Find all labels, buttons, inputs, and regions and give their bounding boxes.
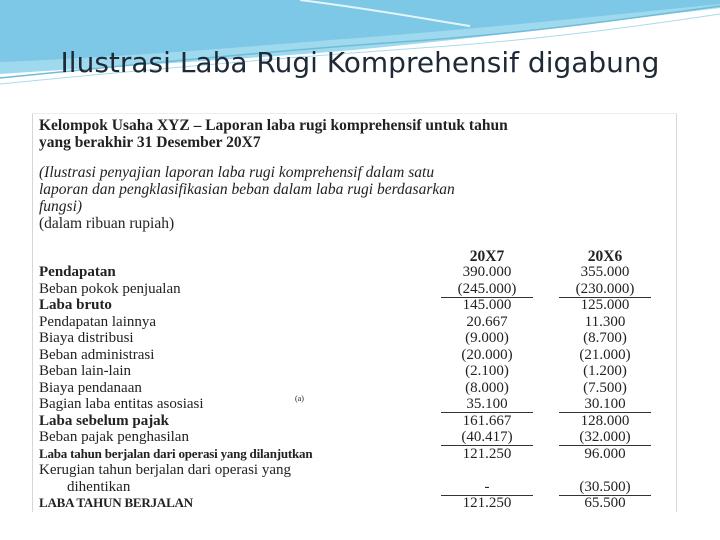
statement-row <box>33 380 676 397</box>
row-label: Laba sebelum pajak <box>39 412 170 429</box>
statement-description-line-2: laporan dan pengklasifikasian beban dalam laba rugi berdasarkan <box>39 181 455 198</box>
column-header-20x7: 20X7 <box>469 248 505 265</box>
row-label: Beban administrasi <box>39 346 155 363</box>
value-20x7: (20.000) <box>461 346 513 363</box>
value-20x6: (21.000) <box>579 346 631 363</box>
statement-row <box>33 347 676 364</box>
value-20x6: 96.000 <box>584 445 626 462</box>
subtotal-rule <box>441 495 533 496</box>
row-label: Beban lain-lain <box>39 363 132 379</box>
value-20x7: 390.000 <box>462 264 512 280</box>
value-20x7: 145.000 <box>462 297 512 313</box>
statement-row <box>33 446 676 463</box>
value-20x6: (30.500) <box>579 478 631 495</box>
subtotal-rule <box>441 297 533 298</box>
row-label: Pendapatan <box>39 264 116 280</box>
statement-row <box>33 314 676 331</box>
statement-heading-line-2: yang berakhir 31 Desember 20X7 <box>39 134 261 151</box>
row-label: dihentikan <box>67 478 131 495</box>
statement-description-line-1: (Ilustrasi penyajian laporan laba rugi komprehensif dalam satu <box>39 164 435 181</box>
column-header-20x6: 20X6 <box>587 248 623 265</box>
value-20x7: 161.667 <box>462 412 512 429</box>
statement-row <box>33 297 676 314</box>
row-label: LABA TAHUN BERJALAN <box>39 495 193 510</box>
statement-row <box>33 363 676 380</box>
value-20x7: (245.000) <box>457 280 517 297</box>
statement-description-line-3: fungsi) <box>39 198 83 215</box>
row-label: Pendapatan lainnya <box>39 313 157 330</box>
value-20x7: (2.100) <box>465 363 509 379</box>
income-statement-document <box>32 113 677 512</box>
value-20x7: (9.000) <box>465 330 509 346</box>
value-20x6: 125.000 <box>580 297 630 313</box>
value-20x7: - <box>484 478 490 495</box>
row-label: Kerugian tahun berjalan dari operasi yang <box>39 462 291 478</box>
subtotal-rule <box>559 412 651 413</box>
value-20x7: 121.250 <box>462 445 512 462</box>
subtotal-rule <box>441 445 533 446</box>
subtotal-rule <box>559 495 651 496</box>
row-label: Biaya distribusi <box>39 330 134 346</box>
statement-row <box>33 429 676 446</box>
statement-row <box>33 462 676 479</box>
row-label: Beban pajak penghasilan <box>39 429 189 445</box>
slide-title: Ilustrasi Laba Rugi Komprehensif digabung <box>60 46 660 79</box>
value-20x6: 65.500 <box>584 495 626 511</box>
row-label: Beban pokok penjualan <box>39 280 181 297</box>
value-20x6: 128.000 <box>580 412 630 429</box>
value-20x6: (32.000) <box>579 429 631 445</box>
statement-row <box>33 495 676 512</box>
value-20x7: 20.667 <box>466 313 508 330</box>
statement-row <box>33 396 676 413</box>
statement-heading-line-1: Kelompok Usaha XYZ – Laporan laba rugi komprehensif untuk tahun <box>39 117 508 134</box>
row-label: Biaya pendanaan <box>39 379 142 396</box>
subtotal-rule <box>559 297 651 298</box>
statement-row <box>33 479 676 496</box>
statement-row <box>33 413 676 430</box>
row-label: Bagian laba entitas asosiasi <box>39 396 204 412</box>
statement-row <box>33 281 676 298</box>
unit-note: (dalam ribuan rupiah) <box>39 215 175 232</box>
subtotal-rule <box>441 412 533 413</box>
value-20x7: 121.250 <box>462 495 512 511</box>
footnote-marker: (a) <box>295 394 304 403</box>
value-20x6: (7.500) <box>583 379 627 396</box>
value-20x6: (1.200) <box>583 363 627 379</box>
value-20x7: (8.000) <box>465 379 509 396</box>
value-20x6: 355.000 <box>580 264 630 280</box>
value-20x7: 35.100 <box>466 396 508 412</box>
row-label: Laba bruto <box>39 297 112 313</box>
statement-row <box>33 264 676 281</box>
subtotal-rule <box>559 445 651 446</box>
value-20x6: (230.000) <box>575 280 635 297</box>
value-20x6: 30.100 <box>584 396 626 412</box>
row-label: Laba tahun berjalan dari operasi yang dilanjutkan <box>39 445 313 461</box>
statement-row <box>33 330 676 347</box>
value-20x7: (40.417) <box>461 429 513 445</box>
value-20x6: (8.700) <box>583 330 627 346</box>
value-20x6: 11.300 <box>584 313 626 330</box>
